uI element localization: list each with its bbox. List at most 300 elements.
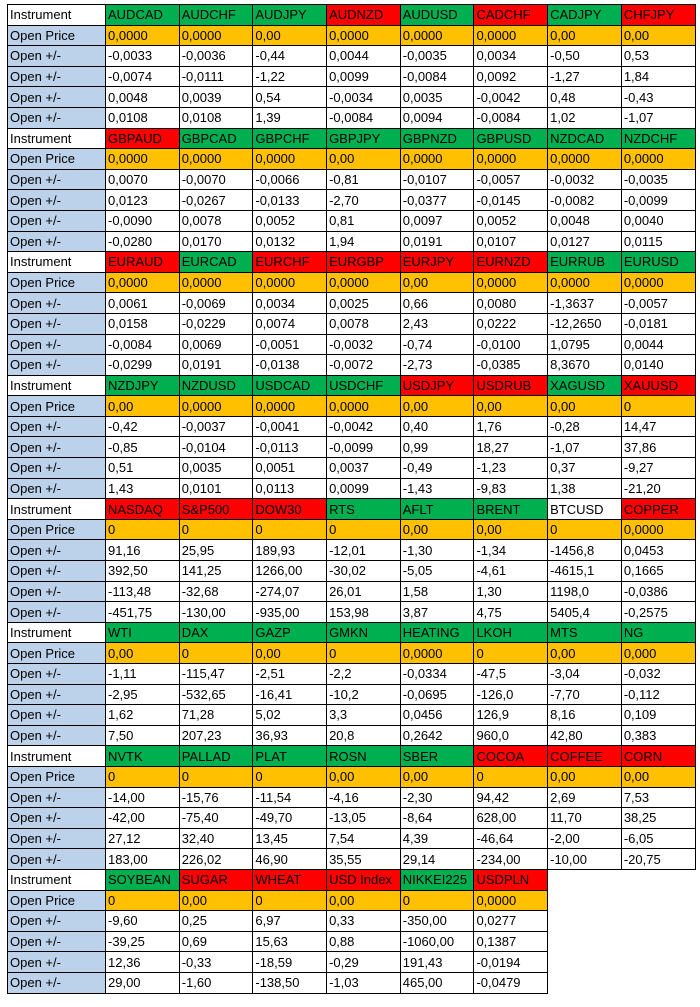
value-cell[interactable]: 0,0140 bbox=[621, 355, 695, 376]
value-cell[interactable]: 0,0453 bbox=[621, 540, 695, 561]
open-price-cell[interactable]: 0,00 bbox=[253, 25, 327, 46]
instrument-name-cell[interactable]: WTI bbox=[106, 622, 180, 643]
value-cell[interactable]: 0,88 bbox=[327, 931, 401, 952]
value-cell[interactable]: 3,87 bbox=[400, 602, 474, 623]
open-price-cell[interactable]: 0,00 bbox=[106, 643, 180, 664]
value-cell[interactable]: 0,0108 bbox=[179, 107, 253, 128]
open-price-cell[interactable]: 0,00 bbox=[327, 766, 401, 787]
value-cell[interactable]: -0,0334 bbox=[400, 664, 474, 685]
value-cell[interactable]: -9,83 bbox=[474, 478, 548, 499]
open-price-cell[interactable]: 0,00 bbox=[106, 396, 180, 417]
instrument-name-cell[interactable]: BRENT bbox=[474, 499, 548, 520]
value-cell[interactable]: 183,00 bbox=[106, 849, 180, 870]
value-cell[interactable]: 5405,4 bbox=[548, 602, 622, 623]
value-cell[interactable]: 191,43 bbox=[400, 952, 474, 973]
value-cell[interactable]: 0,33 bbox=[327, 911, 401, 932]
value-cell[interactable]: 0,0034 bbox=[253, 293, 327, 314]
open-price-cell[interactable]: 0,0000 bbox=[253, 149, 327, 170]
value-cell[interactable]: 0,0048 bbox=[106, 87, 180, 108]
open-price-cell[interactable]: 0,0000 bbox=[179, 25, 253, 46]
value-cell[interactable]: -6,05 bbox=[621, 828, 695, 849]
open-price-cell[interactable]: 0,0000 bbox=[400, 643, 474, 664]
value-cell[interactable]: 392,50 bbox=[106, 561, 180, 582]
open-price-cell[interactable]: 0,0000 bbox=[179, 396, 253, 417]
value-cell[interactable]: -46,64 bbox=[474, 828, 548, 849]
value-cell[interactable]: 0,0035 bbox=[400, 87, 474, 108]
value-cell[interactable]: -0,0034 bbox=[327, 87, 401, 108]
value-cell[interactable]: -0,0280 bbox=[106, 231, 180, 252]
instrument-name-cell[interactable]: CADCHF bbox=[474, 5, 548, 26]
value-cell[interactable]: -18,59 bbox=[253, 952, 327, 973]
instrument-name-cell[interactable]: GBPCHF bbox=[253, 128, 327, 149]
value-cell[interactable]: -274,07 bbox=[253, 581, 327, 602]
open-price-cell[interactable]: 0,0000 bbox=[327, 396, 401, 417]
value-cell[interactable]: -0,0099 bbox=[621, 190, 695, 211]
value-cell[interactable]: -49,70 bbox=[253, 808, 327, 829]
value-cell[interactable]: 0,0080 bbox=[474, 293, 548, 314]
value-cell[interactable]: 0,0048 bbox=[548, 210, 622, 231]
value-cell[interactable]: 0,0034 bbox=[474, 46, 548, 67]
value-cell[interactable]: -0,0037 bbox=[179, 416, 253, 437]
value-cell[interactable]: 94,42 bbox=[474, 787, 548, 808]
value-cell[interactable]: 7,54 bbox=[327, 828, 401, 849]
instrument-name-cell[interactable]: NG bbox=[621, 622, 695, 643]
value-cell[interactable]: 42,80 bbox=[548, 725, 622, 746]
value-cell[interactable]: -2,30 bbox=[400, 787, 474, 808]
instrument-name-cell[interactable]: EURCHF bbox=[253, 252, 327, 273]
value-cell[interactable]: -12,2650 bbox=[548, 313, 622, 334]
value-cell[interactable]: 0,0123 bbox=[106, 190, 180, 211]
value-cell[interactable]: 1198,0 bbox=[548, 581, 622, 602]
value-cell[interactable]: 0,0277 bbox=[474, 911, 548, 932]
open-price-cell[interactable]: 0,00 bbox=[327, 149, 401, 170]
value-cell[interactable]: -47,5 bbox=[474, 664, 548, 685]
open-price-cell[interactable]: 0,00 bbox=[327, 890, 401, 911]
open-price-cell[interactable]: 0 bbox=[253, 890, 327, 911]
value-cell[interactable]: -9,60 bbox=[106, 911, 180, 932]
value-cell[interactable]: 0,0115 bbox=[621, 231, 695, 252]
value-cell[interactable]: 0,109 bbox=[621, 705, 695, 726]
value-cell[interactable]: 0,69 bbox=[179, 931, 253, 952]
open-price-cell[interactable]: 0 bbox=[548, 519, 622, 540]
value-cell[interactable]: 0,1665 bbox=[621, 561, 695, 582]
instrument-name-cell[interactable]: BTCUSD bbox=[548, 499, 622, 520]
instrument-name-cell[interactable]: DOW30 bbox=[253, 499, 327, 520]
value-cell[interactable]: 0,0039 bbox=[179, 87, 253, 108]
value-cell[interactable]: -0,0042 bbox=[327, 416, 401, 437]
value-cell[interactable]: -0,85 bbox=[106, 437, 180, 458]
instrument-name-cell[interactable]: GMKN bbox=[327, 622, 401, 643]
value-cell[interactable]: -1,30 bbox=[400, 540, 474, 561]
instrument-name-cell[interactable]: AUDJPY bbox=[253, 5, 327, 26]
value-cell[interactable]: -0,0057 bbox=[474, 169, 548, 190]
value-cell[interactable]: 189,93 bbox=[253, 540, 327, 561]
value-cell[interactable]: 1,30 bbox=[474, 581, 548, 602]
instrument-name-cell[interactable]: COCOA bbox=[474, 746, 548, 767]
value-cell[interactable]: 27,12 bbox=[106, 828, 180, 849]
value-cell[interactable]: 0,0191 bbox=[400, 231, 474, 252]
value-cell[interactable]: 1,94 bbox=[327, 231, 401, 252]
value-cell[interactable]: -1060,00 bbox=[400, 931, 474, 952]
value-cell[interactable]: -1,11 bbox=[106, 664, 180, 685]
instrument-name-cell[interactable]: NZDJPY bbox=[106, 375, 180, 396]
instrument-name-cell[interactable]: NZDCAD bbox=[548, 128, 622, 149]
open-price-cell[interactable]: 0,0000 bbox=[400, 149, 474, 170]
open-price-cell[interactable]: 0,0000 bbox=[106, 272, 180, 293]
value-cell[interactable]: -935,00 bbox=[253, 602, 327, 623]
open-price-cell[interactable]: 0,00 bbox=[179, 890, 253, 911]
open-price-cell[interactable]: 0,000 bbox=[621, 643, 695, 664]
value-cell[interactable]: -2,70 bbox=[327, 190, 401, 211]
value-cell[interactable]: -2,51 bbox=[253, 664, 327, 685]
value-cell[interactable]: -0,0072 bbox=[327, 355, 401, 376]
value-cell[interactable]: 26,01 bbox=[327, 581, 401, 602]
open-price-cell[interactable]: 0,00 bbox=[253, 643, 327, 664]
value-cell[interactable]: -0,0084 bbox=[474, 107, 548, 128]
value-cell[interactable]: -0,0099 bbox=[327, 437, 401, 458]
instrument-name-cell[interactable]: S&P500 bbox=[179, 499, 253, 520]
instrument-name-cell[interactable]: AUDNZD bbox=[327, 5, 401, 26]
open-price-cell[interactable]: 0,0000 bbox=[327, 25, 401, 46]
instrument-name-cell[interactable]: CHFJPY bbox=[621, 5, 695, 26]
value-cell[interactable]: -0,49 bbox=[400, 458, 474, 479]
value-cell[interactable]: -0,0479 bbox=[474, 972, 548, 993]
value-cell[interactable]: -0,0133 bbox=[253, 190, 327, 211]
value-cell[interactable]: -1,43 bbox=[400, 478, 474, 499]
open-price-cell[interactable]: 0 bbox=[253, 519, 327, 540]
value-cell[interactable]: -14,00 bbox=[106, 787, 180, 808]
open-price-cell[interactable]: 0 bbox=[179, 766, 253, 787]
value-cell[interactable]: 0,0040 bbox=[621, 210, 695, 231]
instrument-name-cell[interactable]: EURUSD bbox=[621, 252, 695, 273]
value-cell[interactable]: -10,00 bbox=[548, 849, 622, 870]
open-price-cell[interactable]: 0 bbox=[106, 766, 180, 787]
value-cell[interactable]: 14,47 bbox=[621, 416, 695, 437]
instrument-name-cell[interactable]: NVTK bbox=[106, 746, 180, 767]
value-cell[interactable]: -0,0041 bbox=[253, 416, 327, 437]
value-cell[interactable]: 8,3670 bbox=[548, 355, 622, 376]
value-cell[interactable]: -115,47 bbox=[179, 664, 253, 685]
open-price-cell[interactable]: 0 bbox=[474, 766, 548, 787]
value-cell[interactable]: -0,0090 bbox=[106, 210, 180, 231]
open-price-cell[interactable]: 0,0000 bbox=[621, 272, 695, 293]
value-cell[interactable]: 18,27 bbox=[474, 437, 548, 458]
value-cell[interactable]: 11,70 bbox=[548, 808, 622, 829]
instrument-name-cell[interactable]: NZDCHF bbox=[621, 128, 695, 149]
open-price-cell[interactable]: 0,0000 bbox=[253, 272, 327, 293]
value-cell[interactable]: 2,43 bbox=[400, 313, 474, 334]
value-cell[interactable]: 226,02 bbox=[179, 849, 253, 870]
value-cell[interactable]: 0,0069 bbox=[179, 334, 253, 355]
value-cell[interactable]: -0,28 bbox=[548, 416, 622, 437]
open-price-cell[interactable]: 0,00 bbox=[474, 519, 548, 540]
value-cell[interactable]: -0,0229 bbox=[179, 313, 253, 334]
instrument-name-cell[interactable]: USD Index bbox=[327, 869, 401, 890]
value-cell[interactable]: -0,0111 bbox=[179, 66, 253, 87]
open-price-cell[interactable]: 0,00 bbox=[548, 25, 622, 46]
value-cell[interactable]: 0,0113 bbox=[253, 478, 327, 499]
value-cell[interactable]: 0,0035 bbox=[179, 458, 253, 479]
value-cell[interactable]: 0,0456 bbox=[400, 705, 474, 726]
value-cell[interactable]: -1,03 bbox=[327, 972, 401, 993]
value-cell[interactable]: -0,0082 bbox=[548, 190, 622, 211]
value-cell[interactable]: -0,0377 bbox=[400, 190, 474, 211]
value-cell[interactable]: 29,00 bbox=[106, 972, 180, 993]
instrument-name-cell[interactable]: SBER bbox=[400, 746, 474, 767]
value-cell[interactable]: -1,07 bbox=[548, 437, 622, 458]
value-cell[interactable]: 4,39 bbox=[400, 828, 474, 849]
open-price-cell[interactable]: 0,0000 bbox=[106, 25, 180, 46]
open-price-cell[interactable]: 0,0000 bbox=[474, 149, 548, 170]
value-cell[interactable]: 3,3 bbox=[327, 705, 401, 726]
open-price-cell[interactable]: 0 bbox=[621, 396, 695, 417]
value-cell[interactable]: -0,032 bbox=[621, 664, 695, 685]
open-price-cell[interactable]: 0 bbox=[327, 519, 401, 540]
value-cell[interactable]: 0,25 bbox=[179, 911, 253, 932]
value-cell[interactable]: -0,0267 bbox=[179, 190, 253, 211]
instrument-name-cell[interactable]: AUDCHF bbox=[179, 5, 253, 26]
value-cell[interactable]: -0,0069 bbox=[179, 293, 253, 314]
value-cell[interactable]: 0,0191 bbox=[179, 355, 253, 376]
value-cell[interactable]: -0,0386 bbox=[621, 581, 695, 602]
value-cell[interactable]: 0,0132 bbox=[253, 231, 327, 252]
value-cell[interactable]: 0,54 bbox=[253, 87, 327, 108]
instrument-name-cell[interactable]: USDRUB bbox=[474, 375, 548, 396]
value-cell[interactable]: -0,2575 bbox=[621, 602, 695, 623]
instrument-name-cell[interactable]: WHEAT bbox=[253, 869, 327, 890]
value-cell[interactable]: -8,64 bbox=[400, 808, 474, 829]
value-cell[interactable]: 0,37 bbox=[548, 458, 622, 479]
value-cell[interactable]: 628,00 bbox=[474, 808, 548, 829]
value-cell[interactable]: -0,112 bbox=[621, 684, 695, 705]
open-price-cell[interactable]: 0,00 bbox=[548, 396, 622, 417]
value-cell[interactable]: -532,65 bbox=[179, 684, 253, 705]
instrument-name-cell[interactable]: NASDAQ bbox=[106, 499, 180, 520]
open-price-cell[interactable]: 0,0000 bbox=[621, 519, 695, 540]
value-cell[interactable]: -0,0107 bbox=[400, 169, 474, 190]
value-cell[interactable]: 29,14 bbox=[400, 849, 474, 870]
instrument-name-cell[interactable]: AFLT bbox=[400, 499, 474, 520]
instrument-name-cell[interactable]: USDCAD bbox=[253, 375, 327, 396]
instrument-name-cell[interactable]: EURNZD bbox=[474, 252, 548, 273]
value-cell[interactable]: -3,04 bbox=[548, 664, 622, 685]
value-cell[interactable]: 0,0044 bbox=[621, 334, 695, 355]
instrument-name-cell[interactable]: HEATING bbox=[400, 622, 474, 643]
value-cell[interactable]: 0,51 bbox=[106, 458, 180, 479]
value-cell[interactable]: 35,55 bbox=[327, 849, 401, 870]
value-cell[interactable]: 7,53 bbox=[621, 787, 695, 808]
value-cell[interactable]: 1,58 bbox=[400, 581, 474, 602]
open-price-cell[interactable]: 0,0000 bbox=[621, 149, 695, 170]
value-cell[interactable]: 37,86 bbox=[621, 437, 695, 458]
value-cell[interactable]: 126,9 bbox=[474, 705, 548, 726]
value-cell[interactable]: 0,0070 bbox=[106, 169, 180, 190]
value-cell[interactable]: -0,0074 bbox=[106, 66, 180, 87]
value-cell[interactable]: 153,98 bbox=[327, 602, 401, 623]
instrument-name-cell[interactable]: EURRUB bbox=[548, 252, 622, 273]
value-cell[interactable]: 1,43 bbox=[106, 478, 180, 499]
instrument-name-cell[interactable]: GBPJPY bbox=[327, 128, 401, 149]
open-price-cell[interactable]: 0 bbox=[179, 519, 253, 540]
value-cell[interactable]: -130,00 bbox=[179, 602, 253, 623]
value-cell[interactable]: 1,84 bbox=[621, 66, 695, 87]
instrument-name-cell[interactable]: USDCHF bbox=[327, 375, 401, 396]
value-cell[interactable]: -0,43 bbox=[621, 87, 695, 108]
instrument-name-cell[interactable]: LKOH bbox=[474, 622, 548, 643]
value-cell[interactable]: -0,0145 bbox=[474, 190, 548, 211]
value-cell[interactable]: -0,0104 bbox=[179, 437, 253, 458]
value-cell[interactable]: -138,50 bbox=[253, 972, 327, 993]
open-price-cell[interactable]: 0,00 bbox=[548, 643, 622, 664]
value-cell[interactable]: -0,0084 bbox=[400, 66, 474, 87]
value-cell[interactable]: 7,50 bbox=[106, 725, 180, 746]
instrument-name-cell[interactable]: MTS bbox=[548, 622, 622, 643]
value-cell[interactable]: -0,0070 bbox=[179, 169, 253, 190]
value-cell[interactable]: -2,73 bbox=[400, 355, 474, 376]
value-cell[interactable]: 13,45 bbox=[253, 828, 327, 849]
value-cell[interactable]: 0,0092 bbox=[474, 66, 548, 87]
value-cell[interactable]: -30,02 bbox=[327, 561, 401, 582]
value-cell[interactable]: 0,0099 bbox=[327, 66, 401, 87]
value-cell[interactable]: -4,61 bbox=[474, 561, 548, 582]
instrument-name-cell[interactable]: GBPUSD bbox=[474, 128, 548, 149]
value-cell[interactable]: 0,0052 bbox=[474, 210, 548, 231]
value-cell[interactable]: 207,23 bbox=[179, 725, 253, 746]
value-cell[interactable]: -126,0 bbox=[474, 684, 548, 705]
value-cell[interactable]: -0,0042 bbox=[474, 87, 548, 108]
value-cell[interactable]: 6,97 bbox=[253, 911, 327, 932]
open-price-cell[interactable]: 0,00 bbox=[621, 25, 695, 46]
open-price-cell[interactable]: 0 bbox=[179, 643, 253, 664]
value-cell[interactable]: -451,75 bbox=[106, 602, 180, 623]
open-price-cell[interactable]: 0,0000 bbox=[253, 396, 327, 417]
value-cell[interactable]: 0,40 bbox=[400, 416, 474, 437]
open-price-cell[interactable]: 0,0000 bbox=[474, 272, 548, 293]
value-cell[interactable]: 1,76 bbox=[474, 416, 548, 437]
value-cell[interactable]: 91,16 bbox=[106, 540, 180, 561]
value-cell[interactable]: -1456,8 bbox=[548, 540, 622, 561]
value-cell[interactable]: 0,81 bbox=[327, 210, 401, 231]
value-cell[interactable]: -0,0036 bbox=[179, 46, 253, 67]
instrument-name-cell[interactable]: COFFEE bbox=[548, 746, 622, 767]
value-cell[interactable]: -7,70 bbox=[548, 684, 622, 705]
value-cell[interactable]: -350,00 bbox=[400, 911, 474, 932]
instrument-name-cell[interactable]: XAUUSD bbox=[621, 375, 695, 396]
value-cell[interactable]: 0,1387 bbox=[474, 931, 548, 952]
value-cell[interactable]: -13,05 bbox=[327, 808, 401, 829]
value-cell[interactable]: 32,40 bbox=[179, 828, 253, 849]
value-cell[interactable]: 0,0108 bbox=[106, 107, 180, 128]
value-cell[interactable]: 0,0051 bbox=[253, 458, 327, 479]
value-cell[interactable]: 0,99 bbox=[400, 437, 474, 458]
open-price-cell[interactable]: 0,0000 bbox=[548, 272, 622, 293]
value-cell[interactable]: 0,0037 bbox=[327, 458, 401, 479]
value-cell[interactable]: 8,16 bbox=[548, 705, 622, 726]
open-price-cell[interactable]: 0 bbox=[106, 890, 180, 911]
open-price-cell[interactable]: 0,0000 bbox=[106, 149, 180, 170]
value-cell[interactable]: -0,0033 bbox=[106, 46, 180, 67]
value-cell[interactable]: 465,00 bbox=[400, 972, 474, 993]
open-price-cell[interactable]: 0,00 bbox=[474, 396, 548, 417]
value-cell[interactable]: 1,38 bbox=[548, 478, 622, 499]
value-cell[interactable]: -4615,1 bbox=[548, 561, 622, 582]
open-price-cell[interactable]: 0 bbox=[253, 766, 327, 787]
value-cell[interactable]: -42,00 bbox=[106, 808, 180, 829]
open-price-cell[interactable]: 0,0000 bbox=[179, 149, 253, 170]
value-cell[interactable]: 0,383 bbox=[621, 725, 695, 746]
value-cell[interactable]: -0,42 bbox=[106, 416, 180, 437]
value-cell[interactable]: -21,20 bbox=[621, 478, 695, 499]
value-cell[interactable]: 0,53 bbox=[621, 46, 695, 67]
instrument-name-cell[interactable]: PLAT bbox=[253, 746, 327, 767]
instrument-name-cell[interactable]: GAZP bbox=[253, 622, 327, 643]
value-cell[interactable]: 15,63 bbox=[253, 931, 327, 952]
open-price-cell[interactable]: 0,00 bbox=[400, 766, 474, 787]
value-cell[interactable]: 1,0795 bbox=[548, 334, 622, 355]
value-cell[interactable]: 20,8 bbox=[327, 725, 401, 746]
instrument-name-cell[interactable]: NZDUSD bbox=[179, 375, 253, 396]
value-cell[interactable]: -12,01 bbox=[327, 540, 401, 561]
value-cell[interactable]: 0,0101 bbox=[179, 478, 253, 499]
value-cell[interactable]: -234,00 bbox=[474, 849, 548, 870]
value-cell[interactable]: -4,16 bbox=[327, 787, 401, 808]
value-cell[interactable]: -0,81 bbox=[327, 169, 401, 190]
value-cell[interactable]: 1266,00 bbox=[253, 561, 327, 582]
value-cell[interactable]: 0,0097 bbox=[400, 210, 474, 231]
value-cell[interactable]: 12,36 bbox=[106, 952, 180, 973]
value-cell[interactable]: -0,0084 bbox=[106, 334, 180, 355]
instrument-name-cell[interactable]: EURCAD bbox=[179, 252, 253, 273]
value-cell[interactable]: 0,2642 bbox=[400, 725, 474, 746]
value-cell[interactable]: 2,69 bbox=[548, 787, 622, 808]
value-cell[interactable]: -16,41 bbox=[253, 684, 327, 705]
instrument-name-cell[interactable]: XAGUSD bbox=[548, 375, 622, 396]
value-cell[interactable]: 0,0025 bbox=[327, 293, 401, 314]
value-cell[interactable]: -75,40 bbox=[179, 808, 253, 829]
open-price-cell[interactable]: 0,0000 bbox=[548, 149, 622, 170]
value-cell[interactable]: 0,0074 bbox=[253, 313, 327, 334]
value-cell[interactable]: 0,0094 bbox=[400, 107, 474, 128]
value-cell[interactable]: -32,68 bbox=[179, 581, 253, 602]
value-cell[interactable]: -2,95 bbox=[106, 684, 180, 705]
open-price-cell[interactable]: 0,00 bbox=[400, 272, 474, 293]
value-cell[interactable]: -0,0032 bbox=[548, 169, 622, 190]
value-cell[interactable]: 0,66 bbox=[400, 293, 474, 314]
instrument-name-cell[interactable]: SUGAR bbox=[179, 869, 253, 890]
instrument-name-cell[interactable]: GBPAUD bbox=[106, 128, 180, 149]
value-cell[interactable]: -9,27 bbox=[621, 458, 695, 479]
open-price-cell[interactable]: 0,00 bbox=[400, 519, 474, 540]
value-cell[interactable]: 0,0099 bbox=[327, 478, 401, 499]
value-cell[interactable]: -0,0299 bbox=[106, 355, 180, 376]
open-price-cell[interactable]: 0 bbox=[327, 643, 401, 664]
open-price-cell[interactable]: 0,0000 bbox=[474, 25, 548, 46]
open-price-cell[interactable]: 0 bbox=[106, 519, 180, 540]
open-price-cell[interactable]: 0,00 bbox=[548, 766, 622, 787]
value-cell[interactable]: 46,90 bbox=[253, 849, 327, 870]
value-cell[interactable]: -1,34 bbox=[474, 540, 548, 561]
value-cell[interactable]: 0,0078 bbox=[179, 210, 253, 231]
value-cell[interactable]: 38,25 bbox=[621, 808, 695, 829]
instrument-name-cell[interactable]: ROSN bbox=[327, 746, 401, 767]
open-price-cell[interactable]: 0,0000 bbox=[474, 890, 548, 911]
instrument-name-cell[interactable]: AUDUSD bbox=[400, 5, 474, 26]
value-cell[interactable]: -0,0035 bbox=[621, 169, 695, 190]
value-cell[interactable]: 36,93 bbox=[253, 725, 327, 746]
value-cell[interactable]: -0,0194 bbox=[474, 952, 548, 973]
instrument-name-cell[interactable]: USDPLN bbox=[474, 869, 548, 890]
value-cell[interactable]: -20,75 bbox=[621, 849, 695, 870]
